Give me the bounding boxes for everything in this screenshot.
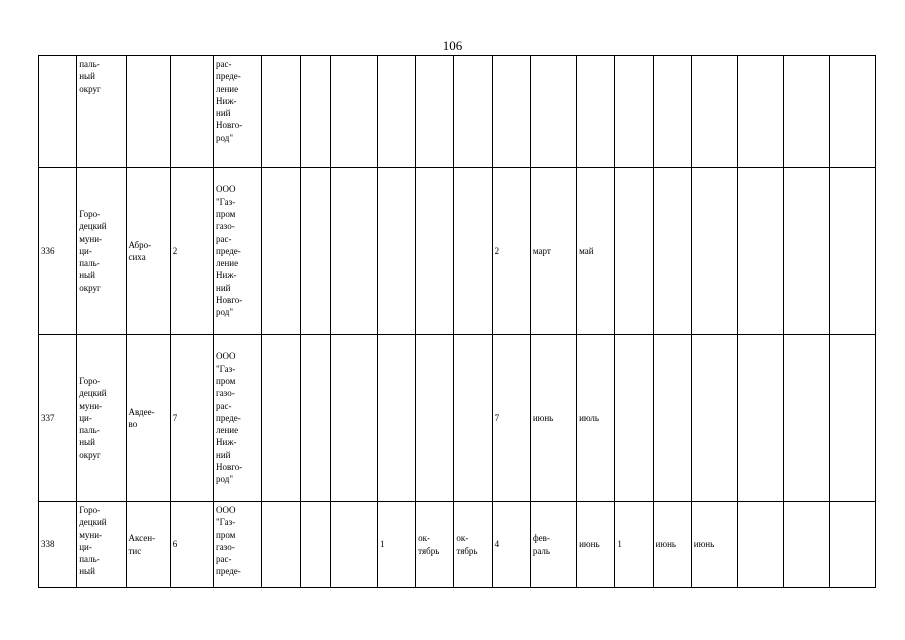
schedule-table [38, 55, 876, 588]
municipality-cell-text: Горо- децкий муни- ци- паль- ный округ [79, 208, 107, 293]
value-cell-c7 [300, 335, 330, 502]
value-c16-text: июнь [655, 539, 676, 550]
value-cell-c10 [416, 502, 454, 588]
value-cell-c12 [492, 502, 530, 588]
value-cell-c20 [829, 56, 875, 168]
settlement-cell [126, 56, 170, 168]
value-c9-text: 1 [379, 539, 385, 550]
count-cell [170, 335, 213, 502]
row-number-cell [39, 502, 77, 588]
organization-cell [214, 502, 262, 588]
row-number-cell-text: 337 [41, 412, 55, 423]
value-cell-c19 [784, 168, 829, 335]
value-cell-c6 [262, 56, 300, 168]
value-cell-c11 [454, 168, 492, 335]
value-cell-c10 [416, 56, 454, 168]
value-cell-c17 [691, 335, 737, 502]
municipality-cell [77, 335, 126, 502]
value-cell-c18 [738, 56, 784, 168]
value-cell-c16 [653, 502, 691, 588]
value-cell-c16 [653, 335, 691, 502]
value-cell-c8 [330, 335, 377, 502]
value-cell-c19 [784, 56, 829, 168]
value-cell-c9 [377, 56, 415, 168]
organization-cell [214, 168, 262, 335]
organization-cell [214, 335, 262, 502]
value-cell-c14 [577, 335, 615, 502]
table-row [39, 168, 876, 335]
settlement-cell [126, 335, 170, 502]
value-cell-c13 [530, 168, 576, 335]
value-cell-c9 [377, 168, 415, 335]
value-cell-c16 [653, 168, 691, 335]
value-cell-c8 [330, 56, 377, 168]
value-c11-text: ок- тябрь [456, 533, 478, 556]
value-cell-c12 [492, 335, 530, 502]
settlement-cell [126, 502, 170, 588]
value-cell-c9 [377, 502, 415, 588]
table-row [39, 335, 876, 502]
settlement-cell-text: Аксен- тис [128, 533, 156, 556]
value-c12-text: 7 [494, 412, 500, 423]
organization-cell-text: ООО "Газ- пром газо- рас- преде- ление Ниж- ний Новго- род" [216, 351, 243, 485]
value-cell-c12 [492, 168, 530, 335]
count-cell-text: 7 [172, 412, 178, 423]
value-c12-text: 4 [494, 539, 500, 550]
organization-cell-text: ООО "Газ- пром газо- рас- преде- [216, 505, 241, 577]
value-cell-c19 [784, 502, 829, 588]
row-number-cell-text: 336 [41, 245, 55, 256]
count-cell-text: 2 [172, 245, 178, 256]
settlement-cell-text: Абро- сиха [128, 239, 152, 262]
municipality-cell-text: Горо- децкий муни- ци- паль- ный округ [79, 375, 107, 460]
table-body [39, 56, 876, 588]
value-cell-c7 [300, 168, 330, 335]
value-cell-c7 [300, 502, 330, 588]
organization-cell-text: ООО "Газ- пром газо- рас- преде- ление Ниж- ний Новго- род" [216, 184, 243, 318]
municipality-cell-text: паль- ный округ [79, 59, 101, 94]
value-cell-c10 [416, 168, 454, 335]
value-cell-c8 [330, 502, 377, 588]
value-cell-c16 [653, 56, 691, 168]
organization-cell [214, 56, 262, 168]
value-cell-c20 [829, 335, 875, 502]
value-cell-c11 [454, 502, 492, 588]
row-number-cell [39, 56, 77, 168]
table-row [39, 502, 876, 588]
row-number-cell [39, 168, 77, 335]
value-cell-c17 [691, 168, 737, 335]
value-cell-c20 [829, 168, 875, 335]
value-cell-c9 [377, 335, 415, 502]
value-cell-c7 [300, 56, 330, 168]
value-cell-c10 [416, 335, 454, 502]
page-number: 106 [442, 38, 463, 53]
value-cell-c11 [454, 335, 492, 502]
value-c13-text: март [532, 245, 551, 256]
value-c14-text: июль [579, 412, 600, 423]
value-cell-c15 [615, 335, 653, 502]
municipality-cell [77, 502, 126, 588]
value-cell-c11 [454, 56, 492, 168]
value-c12-text: 2 [494, 245, 500, 256]
count-cell-text: 6 [172, 539, 178, 550]
value-cell-c18 [738, 168, 784, 335]
value-cell-c20 [829, 502, 875, 588]
value-cell-c19 [784, 335, 829, 502]
value-c15-text: 1 [617, 539, 622, 550]
value-cell-c6 [262, 502, 300, 588]
value-cell-c13 [530, 502, 576, 588]
organization-cell-text: рас- преде- ление Ниж- ний Новго- род" [216, 59, 243, 143]
value-cell-c14 [577, 56, 615, 168]
count-cell [170, 168, 213, 335]
value-cell-c15 [615, 56, 653, 168]
value-cell-c18 [738, 502, 784, 588]
value-c14-text: май [579, 245, 594, 256]
value-c13-text: июнь [532, 412, 554, 423]
value-cell-c14 [577, 502, 615, 588]
value-cell-c14 [577, 168, 615, 335]
municipality-cell [77, 168, 126, 335]
municipality-cell-text: Горо- децкий муни- ци- паль- ный [79, 505, 107, 577]
value-c17-text: июнь [693, 539, 715, 550]
value-cell-c13 [530, 56, 576, 168]
row-number-cell-text: 338 [41, 539, 55, 550]
value-c13-text: фев- раль [532, 533, 550, 556]
value-c14-text: июнь [579, 539, 600, 550]
value-cell-c17 [691, 56, 737, 168]
value-cell-c13 [530, 335, 576, 502]
value-cell-c12 [492, 56, 530, 168]
value-cell-c15 [615, 168, 653, 335]
settlement-cell-text: Авдее- во [128, 406, 155, 429]
value-cell-c18 [738, 335, 784, 502]
value-cell-c17 [691, 502, 737, 588]
count-cell [170, 502, 213, 588]
value-cell-c15 [615, 502, 653, 588]
value-cell-c8 [330, 168, 377, 335]
municipality-cell [77, 56, 126, 168]
value-cell-c6 [262, 335, 300, 502]
row-number-cell [39, 335, 77, 502]
value-cell-c6 [262, 168, 300, 335]
value-c10-text: ок- тябрь [418, 533, 440, 556]
count-cell [170, 56, 213, 168]
settlement-cell [126, 168, 170, 335]
table-row [39, 56, 876, 168]
